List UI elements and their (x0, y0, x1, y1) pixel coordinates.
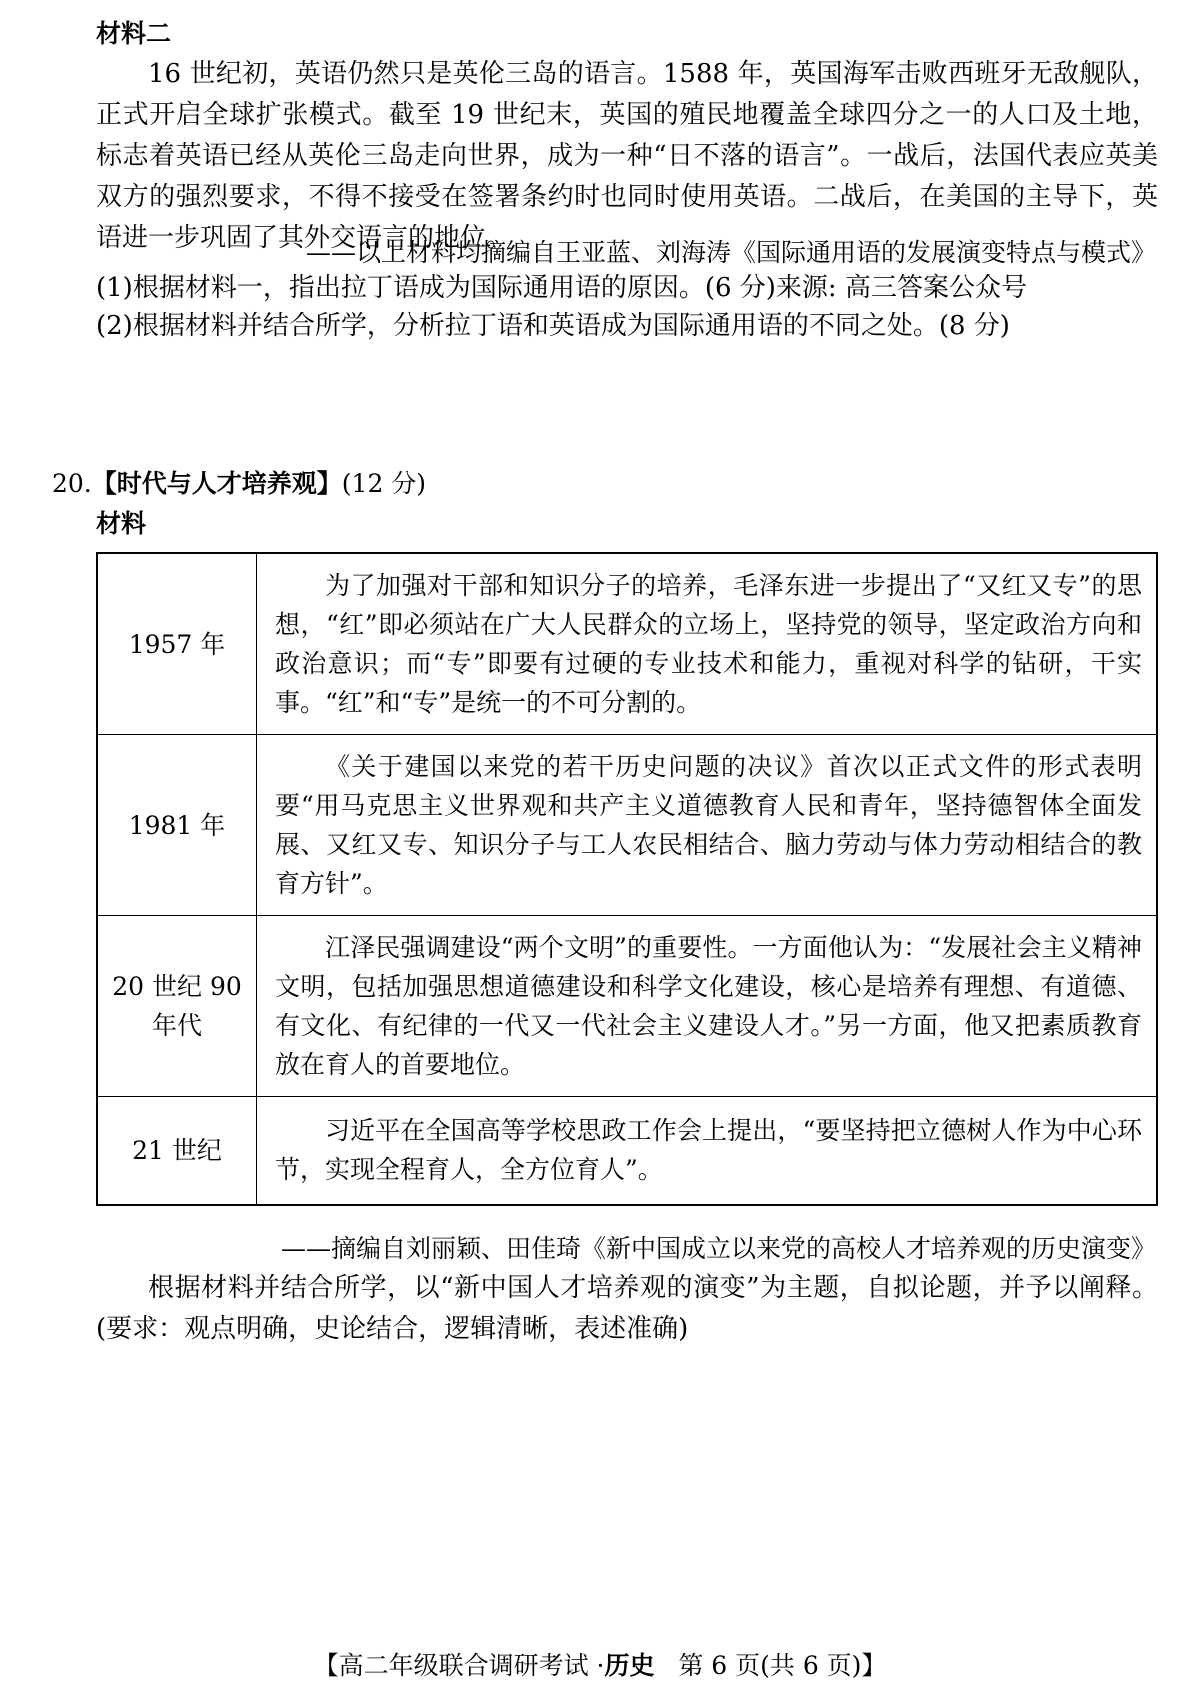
table-row (97, 553, 1157, 735)
material-2-heading: 材料二 (96, 19, 172, 48)
question-20-prompt: 根据材料并结合所学，以“新中国人才培养观的演变”为主题，自拟论题，并予以阐释。(要求：观点明确，史论结合，逻辑清晰，表述准确) (96, 1273, 1158, 1344)
material-2-source: ——以上材料均摘编自王亚蓝、刘海涛《国际通用语的发展演变特点与模式》 (305, 238, 1156, 267)
material-label: 材料 (96, 509, 147, 538)
page-footer (0, 1650, 1200, 1682)
content-cell: 为了加强对干部和知识分子的培养，毛泽东进一步提出了“又红又专”的思想，“红”即必须站在广大人民群众的立场上，坚持党的领导，坚定政治方向和政治意识；而“专”即要有过硬的专业技术和能力，重视对科学的钻研，干实事。“红”和“专”是统一的不可分割的。 (257, 553, 1158, 735)
content-cell: 《关于建国以来党的若干历史问题的决议》首次以正式文件的形式表明要“用马克思主义世界观和共产主义道德教育人民和青年，坚持德智体全面发展、又红又专、知识分子与工人农民相结合、脑力劳动与体力劳动相结合的教育方针”。 (257, 735, 1158, 916)
table-row (97, 916, 1157, 1097)
question-19-part-2: (2)根据材料并结合所学，分析拉丁语和英语成为国际通用语的不同之处。(8 分) (96, 311, 1010, 341)
content-cell: 江泽民强调建设“两个文明”的重要性。一方面他认为：“发展社会主义精神文明，包括加强思想道德建设和科学文化建设，核心是培养有理想、有道德、有文化、有纪律的一代又一代社会主义建设人才。”另一方面，他又把素质教育放在育人的首要地位。 (257, 916, 1158, 1097)
question-20-source: ——摘编自刘丽颖、田佳琦《新中国成立以来党的高校人才培养观的历史演变》 (280, 1234, 1156, 1263)
material-table (96, 552, 1158, 1206)
year-cell: 1981 年 (97, 735, 257, 916)
table-row (97, 1097, 1157, 1205)
footer-page-number: 第 6 页(共 6 页)】 (678, 1651, 887, 1680)
question-topic: 【时代与人才培养观】 (91, 469, 342, 498)
question-20-title (52, 468, 426, 500)
footer-exam-name: 【高二年级联合调研考试 · (313, 1651, 605, 1680)
year-cell: 1957 年 (97, 553, 257, 735)
table-row (97, 735, 1157, 916)
question-19-part-1: (1)根据材料一，指出拉丁语成为国际通用语的原因。(6 分)来源: 高三答案公众号 (96, 273, 1027, 303)
year-cell: 20 世纪 90 年代 (97, 916, 257, 1097)
question-number: 20. (52, 469, 92, 498)
question-score: (12 分) (341, 469, 427, 498)
content-cell: 习近平在全国高等学校思政工作会上提出，“要坚持把立德树人作为中心环节，实现全程育人，全方位育人”。 (257, 1097, 1158, 1205)
year-cell: 21 世纪 (97, 1097, 257, 1205)
footer-subject: 历史 (604, 1651, 655, 1680)
material-2-paragraph: 16 世纪初，英语仍然只是英伦三岛的语言。1588 年，英国海军击败西班牙无敌舰队，正式开启全球扩张模式。截至 19 世纪末，英国的殖民地覆盖全球四分之一的人口及土地，标志着英语已经从英伦三岛走向世界，成为一种“日不落的语言”。一战后，法国代表应英美双方的强烈要求，不得不接受在签署条约时也同时使用英语。二战后，在美国的主导下，英语进一步巩固了其外交语言的地位。 (96, 59, 1158, 253)
